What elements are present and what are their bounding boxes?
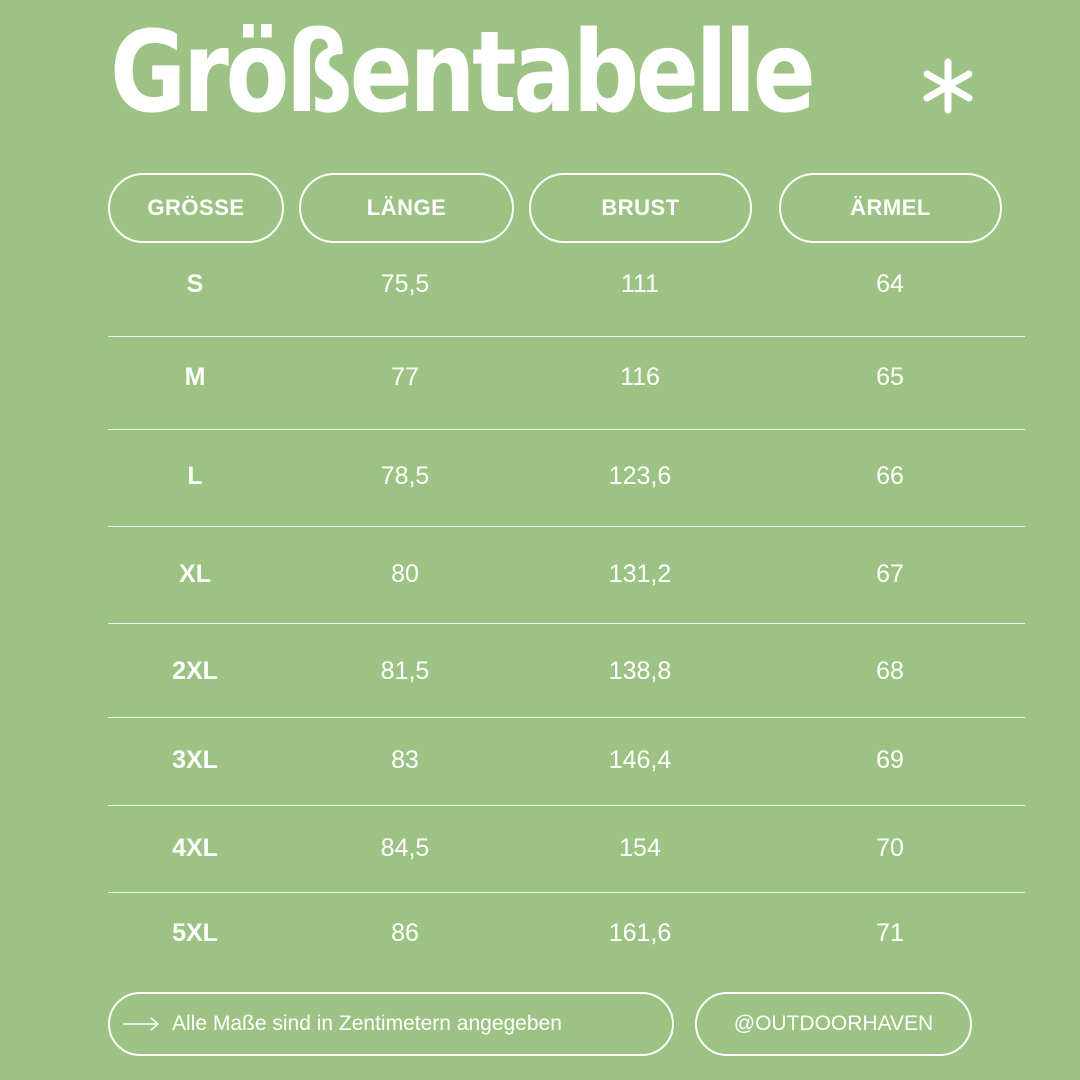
unit-note-text: Alle Maße sind in Zentimetern angegeben <box>172 1012 562 1035</box>
sleeve-cell: 66 <box>876 462 904 490</box>
row-divider <box>108 805 1025 806</box>
chest-cell: 131,2 <box>608 560 672 588</box>
sleeve-cell: 68 <box>876 657 904 685</box>
chest-cell: 123,6 <box>608 462 672 490</box>
unit-note <box>108 992 674 1056</box>
sleeve-cell: 65 <box>876 363 904 391</box>
arrow-right-icon <box>122 1017 160 1031</box>
header-sleeve: ÄRMEL <box>779 173 1002 243</box>
sleeve-cell: 67 <box>876 560 904 588</box>
header-size: GRÖSSE <box>108 173 284 243</box>
sleeve-cell: 71 <box>876 919 904 947</box>
row-divider <box>108 336 1025 337</box>
row-divider <box>108 429 1025 430</box>
size-cell: M <box>184 363 206 391</box>
length-cell: 83 <box>391 746 419 774</box>
length-cell: 81,5 <box>380 657 430 685</box>
size-cell: 2XL <box>172 657 218 685</box>
header-chest: BRUST <box>529 173 752 243</box>
row-divider <box>108 623 1025 624</box>
length-cell: 78,5 <box>380 462 430 490</box>
size-cell: L <box>187 462 203 490</box>
asterisk-icon <box>918 56 978 116</box>
row-divider <box>108 526 1025 527</box>
size-cell: 4XL <box>172 834 218 862</box>
row-divider <box>108 717 1025 718</box>
size-cell: XL <box>179 560 211 588</box>
chest-cell: 154 <box>619 834 661 862</box>
length-cell: 86 <box>391 919 419 947</box>
length-cell: 75,5 <box>380 270 430 298</box>
size-cell: S <box>186 270 204 298</box>
page-title: Größentabelle <box>110 8 813 138</box>
length-cell: 80 <box>391 560 419 588</box>
sleeve-cell: 70 <box>876 834 904 862</box>
length-cell: 77 <box>391 363 419 391</box>
chest-cell: 146,4 <box>608 746 672 774</box>
chest-cell: 111 <box>620 270 660 298</box>
chest-cell: 161,6 <box>608 919 672 947</box>
size-cell: 5XL <box>172 919 218 947</box>
chest-cell: 116 <box>620 363 660 391</box>
chest-cell: 138,8 <box>608 657 672 685</box>
length-cell: 84,5 <box>380 834 430 862</box>
header-length: LÄNGE <box>299 173 514 243</box>
social-handle: @OUTDOORHAVEN <box>695 992 972 1056</box>
row-divider <box>108 892 1025 893</box>
sleeve-cell: 69 <box>876 746 904 774</box>
sleeve-cell: 64 <box>876 270 904 298</box>
size-cell: 3XL <box>172 746 218 774</box>
